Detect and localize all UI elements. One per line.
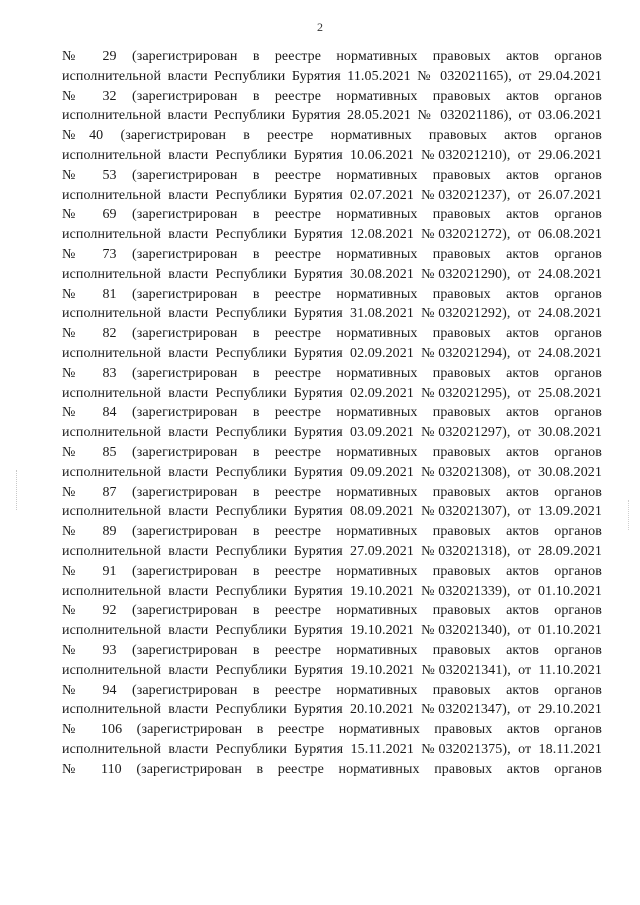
entry-93: [62, 641, 602, 681]
entry-40: [62, 126, 602, 166]
entry-line: исполнительной власти Республики Бурятия 20.10.2021 №032021347), от 29.10.2021: [62, 702, 602, 718]
entry-line: исполнительной власти Республики Бурятия 28.05.2021 № 032021186), от 03.06.2021: [62, 108, 602, 124]
entry-line: № 53 (зарегистрирован в реестре нормативных правовых актов органов: [62, 167, 602, 183]
entry-line: исполнительной власти Республики Бурятия 02.07.2021 №032021237), от 26.07.2021: [62, 187, 602, 203]
entry-line: исполнительной власти Республики Бурятия 19.10.2021 №032021339), от 01.10.2021: [62, 583, 602, 599]
entry-line: исполнительной власти Республики Бурятия 19.10.2021 №032021340), от 01.10.2021: [62, 623, 602, 639]
entry-91: [62, 562, 602, 602]
entry-83: [62, 364, 602, 404]
entry-84: [62, 403, 602, 443]
entry-line: № 92 (зарегистрирован в реестре нормативных правовых актов органов: [62, 603, 602, 619]
entry-line: № 94 (зарегистрирован в реестре нормативных правовых актов органов: [62, 682, 602, 698]
entry-line: № 85 (зарегистрирован в реестре нормативных правовых актов органов: [62, 444, 602, 460]
scan-margin-mark: [16, 470, 18, 510]
entry-line: исполнительной власти Республики Бурятия 02.09.2021 №032021294), от 24.08.2021: [62, 345, 602, 361]
entry-line: № 87 (зарегистрирован в реестре нормативных правовых актов органов: [62, 484, 602, 500]
entry-line: исполнительной власти Республики Бурятия 11.05.2021 № 032021165), от 29.04.2021: [62, 68, 602, 84]
entry-73: [62, 245, 602, 285]
entry-line: исполнительной власти Республики Бурятия 09.09.2021 №032021308), от 30.08.2021: [62, 464, 602, 480]
entry-line: исполнительной власти Республики Бурятия 12.08.2021 №032021272), от 06.08.2021: [62, 227, 602, 243]
entry-82: [62, 324, 602, 364]
page-number: 2: [317, 20, 323, 34]
entry-line: № 110 (зарегистрирован в реестре нормативных правовых актов органов: [62, 761, 602, 777]
entry-106: [62, 720, 602, 760]
scan-right-mark: [628, 500, 630, 530]
entry-32: [62, 87, 602, 127]
entry-line: № 81 (зарегистрирован в реестре нормативных правовых актов органов: [62, 286, 602, 302]
entry-line: исполнительной власти Республики Бурятия 15.11.2021 №032021375), от 18.11.2021: [62, 741, 602, 757]
entry-line: исполнительной власти Республики Бурятия 03.09.2021 №032021297), от 30.08.2021: [62, 425, 602, 441]
entry-line: № 29 (зарегистрирован в реестре нормативных правовых актов органов: [62, 49, 602, 64]
entry-94: [62, 681, 602, 721]
entry-line: № 69 (зарегистрирован в реестре нормативных правовых актов органов: [62, 207, 602, 223]
entry-92: [62, 601, 602, 641]
entry-line: исполнительной власти Республики Бурятия 27.09.2021 №032021318), от 28.09.2021: [62, 543, 602, 559]
entry-line: № 93 (зарегистрирован в реестре нормативных правовых актов органов: [62, 642, 602, 658]
entry-line: № 106 (зарегистрирован в реестре нормативных правовых актов органов: [62, 722, 602, 738]
entry-line: № 82 (зарегистрирован в реестре нормативных правовых актов органов: [62, 326, 602, 342]
entry-line: № 83 (зарегистрирован в реестре нормативных правовых актов органов: [62, 365, 602, 381]
entry-81: [62, 285, 602, 325]
entry-87: [62, 483, 602, 523]
entry-line: №40 (зарегистрирован в реестре нормативных правовых актов органов: [62, 128, 602, 144]
entry-line: исполнительной власти Республики Бурятия 08.09.2021 №032021307), от 13.09.2021: [62, 504, 602, 520]
entry-line: № 84 (зарегистрирован в реестре нормативных правовых актов органов: [62, 405, 602, 421]
entry-line: № 89 (зарегистрирован в реестре нормативных правовых актов органов: [62, 524, 602, 540]
entry-line: исполнительной власти Республики Бурятия 30.08.2021 №032021290), от 24.08.2021: [62, 266, 602, 282]
entry-89: [62, 522, 602, 562]
entry-line: исполнительной власти Республики Бурятия 31.08.2021 №032021292), от 24.08.2021: [62, 306, 602, 322]
entry-line: № 73 (зарегистрирован в реестре нормативных правовых актов органов: [62, 246, 602, 262]
entry-110: [62, 760, 602, 780]
entry-line: исполнительной власти Республики Бурятия 19.10.2021 №032021341), от 11.10.2021: [62, 662, 602, 678]
entry-line: исполнительной власти Республики Бурятия 10.06.2021 №032021210), от 29.06.2021: [62, 147, 602, 163]
entry-69: [62, 205, 602, 245]
entry-line: № 91 (зарегистрирован в реестре нормативных правовых актов органов: [62, 563, 602, 579]
entry-line: № 32 (зарегистрирован в реестре нормативных правовых актов органов: [62, 88, 602, 104]
entry-line: исполнительной власти Республики Бурятия 02.09.2021 №032021295), от 25.08.2021: [62, 385, 602, 401]
entry-29: [62, 47, 602, 87]
entry-53: [62, 166, 602, 206]
entry-85: [62, 443, 602, 483]
document-body: [62, 47, 602, 779]
